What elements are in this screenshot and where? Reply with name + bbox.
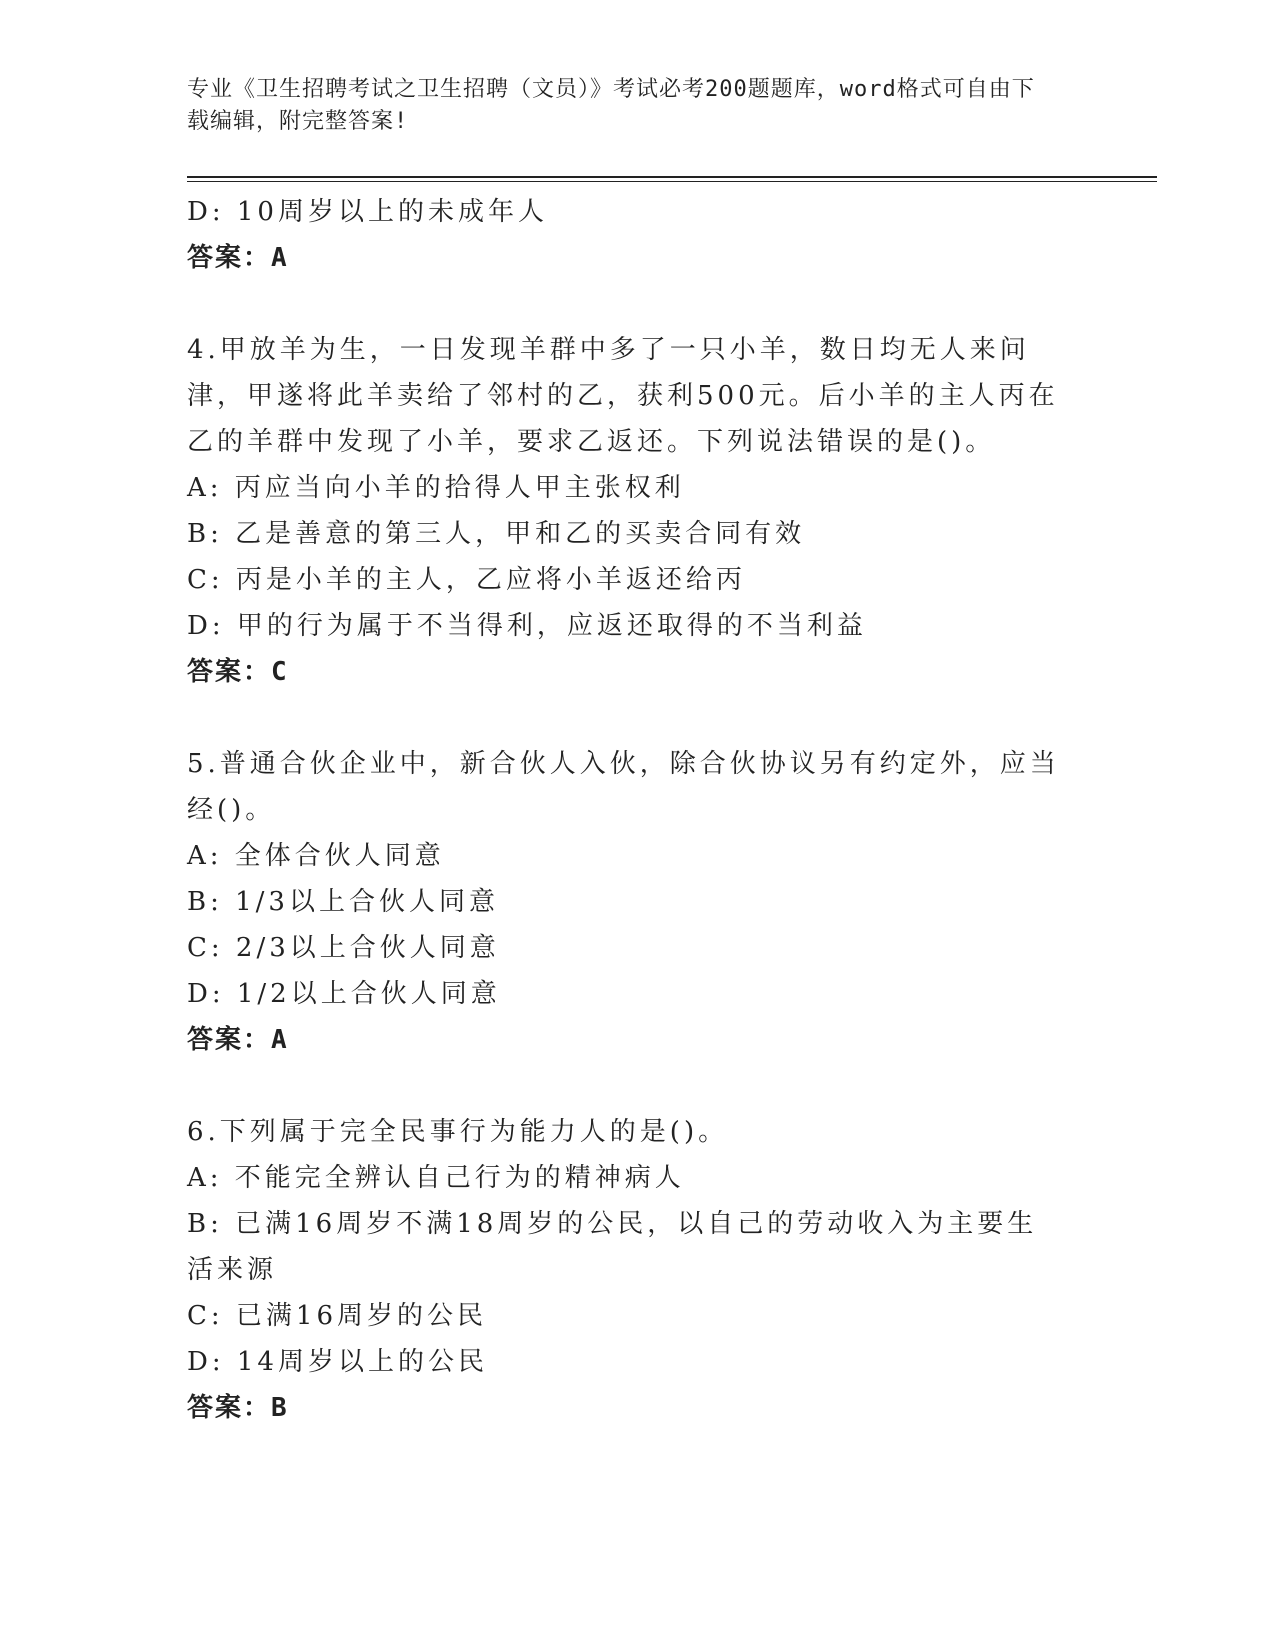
header-rule-thin [187,181,1157,182]
option-c: C: 丙是小羊的主人，乙应将小羊返还给丙 [187,565,746,595]
option-d: D: 10周岁以上的未成年人 [187,197,548,227]
option-b: B: 乙是善意的第三人，甲和乙的买卖合同有效 [187,519,806,549]
answer-line: 答案：C [187,657,289,687]
question-text: 6.下列属于完全民事行为能力人的是()。 [187,1117,729,1147]
question-text: 4.甲放羊为生，一日发现羊群中多了一只小羊，数日均无人来问津，甲遂将此羊卖给了邻村的乙，获利500元。后小羊的主人丙在乙的羊群中发现了小羊，要求乙返还。下列说法错误的是()。 [187,335,1059,457]
option-c: C: 2/3以上合伙人同意 [187,933,500,963]
option-a: A: 丙应当向小羊的拾得人甲主张权利 [187,473,685,503]
option-a: A: 全体合伙人同意 [187,841,445,871]
answer-line: 答案：A [187,243,289,273]
answer-line: 答案：B [187,1393,289,1423]
document-header: 专业《卫生招聘考试之卫生招聘（文员）》考试必考200题题库，word格式可自由下载编辑，附完整答案! [187,77,1035,134]
question-block [187,1109,1067,1431]
option-d: D: 14周岁以上的公民 [187,1347,488,1377]
answer-line: 答案：A [187,1025,289,1055]
option-b: B: 1/3以上合伙人同意 [187,887,499,917]
question-block [187,327,1067,695]
option-b: B: 已满16周岁不满18周岁的公民，以自己的劳动收入为主要生活来源 [187,1209,1038,1285]
option-d: D: 1/2以上合伙人同意 [187,979,501,1009]
question-text: 5.普通合伙企业中，新合伙人入伙，除合伙协议另有约定外，应当经()。 [187,749,1060,825]
document-body [187,189,1067,1431]
question-block [187,741,1067,1063]
option-c: C: 已满16周岁的公民 [187,1301,488,1331]
option-a: A: 不能完全辨认自己行为的精神病人 [187,1163,685,1193]
option-d: D: 甲的行为属于不当得利，应返还取得的不当利益 [187,611,867,641]
header-rule-thick [187,176,1157,178]
